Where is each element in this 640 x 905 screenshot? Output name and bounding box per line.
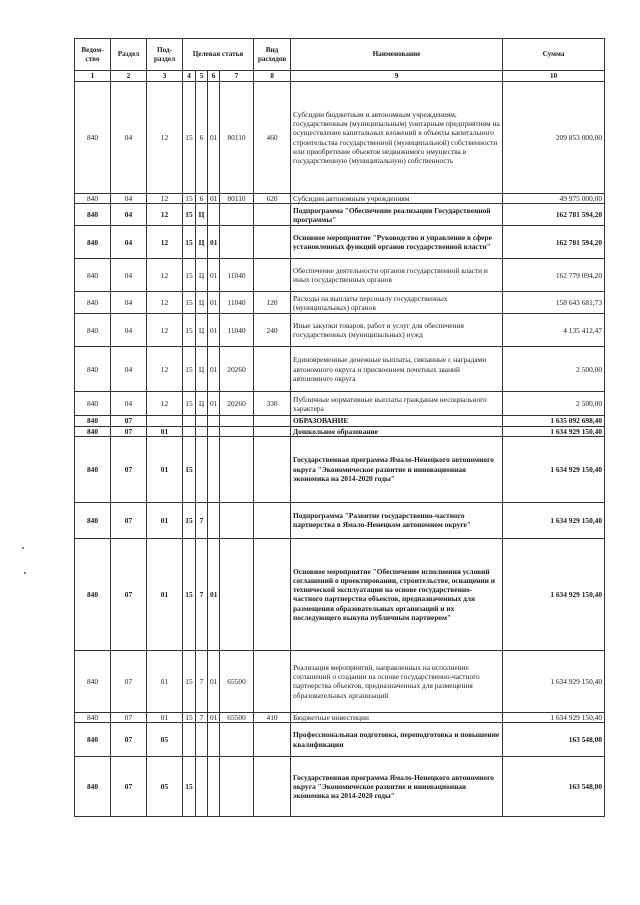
cell-summa: 1 634 929 150,40	[503, 436, 605, 502]
cell-podrazdel: 01	[147, 712, 183, 722]
cell-vedomstvo: 840	[75, 347, 111, 392]
cell-cs-subprogram: 7	[196, 538, 208, 650]
cell-vid-rashodov	[254, 650, 291, 712]
cell-podrazdel: 01	[147, 650, 183, 712]
cell-cs-event	[208, 436, 220, 502]
cell-cs-direction: 80110	[220, 82, 254, 194]
cell-cs-program: 15	[183, 502, 196, 538]
cell-naimenovanie: Иные закупки товаров, работ и услуг для обеспечения государственных (муниципальных) нужд	[291, 314, 503, 347]
cell-vedomstvo: 840	[75, 502, 111, 538]
cell-cs-direction: 11040	[220, 259, 254, 292]
cell-cs-direction: 80110	[220, 194, 254, 204]
cell-podrazdel: 01	[147, 436, 183, 502]
cell-cs-direction	[220, 757, 254, 817]
header-celevaya-statya: Целевая статья	[183, 39, 254, 71]
cell-vedomstvo: 840	[75, 650, 111, 712]
cell-cs-subprogram: Ц	[196, 226, 208, 259]
table-row	[75, 82, 605, 194]
cell-razdel: 07	[111, 757, 147, 817]
cell-podrazdel: 12	[147, 82, 183, 194]
cell-vedomstvo: 840	[75, 292, 111, 314]
cell-cs-subprogram	[196, 426, 208, 436]
table-row	[75, 757, 605, 817]
cell-vid-rashodov	[254, 226, 291, 259]
cell-cs-program: 15	[183, 347, 196, 392]
cell-cs-direction	[220, 436, 254, 502]
cell-cs-program: 15	[183, 82, 196, 194]
cell-cs-direction	[220, 226, 254, 259]
cell-cs-direction: 11040	[220, 314, 254, 347]
cell-vid-rashodov: 240	[254, 314, 291, 347]
cell-cs-event	[208, 204, 220, 226]
cell-razdel: 04	[111, 82, 147, 194]
cell-razdel: 04	[111, 259, 147, 292]
cell-cs-program	[183, 426, 196, 436]
cell-naimenovanie: Подпрограмма "Развитие государственно-частного партнерства в Ямало-Ненецком автономном округе"	[291, 502, 503, 538]
cell-vedomstvo: 840	[75, 436, 111, 502]
table-row	[75, 712, 605, 722]
cell-cs-event: 01	[208, 82, 220, 194]
cell-summa: 1 634 929 150,40	[503, 538, 605, 650]
table-row	[75, 416, 605, 426]
cell-cs-direction: 11040	[220, 292, 254, 314]
cell-cs-event: 01	[208, 538, 220, 650]
cell-cs-subprogram	[196, 416, 208, 426]
header-podrazdel: Под-раздел	[147, 39, 183, 71]
cell-razdel: 07	[111, 426, 147, 436]
table-row	[75, 194, 605, 204]
cell-podrazdel: 01	[147, 538, 183, 650]
cell-cs-program	[183, 416, 196, 426]
cell-vedomstvo: 840	[75, 226, 111, 259]
column-number: 2	[111, 71, 147, 82]
cell-razdel: 04	[111, 292, 147, 314]
header-vid-rashodov: Вид расходов	[254, 39, 291, 71]
column-number: 5	[196, 71, 208, 82]
cell-cs-program: 15	[183, 757, 196, 817]
cell-cs-direction: 65500	[220, 712, 254, 722]
cell-summa: 2 500,00	[503, 392, 605, 416]
cell-cs-direction: 20260	[220, 347, 254, 392]
column-number: 3	[147, 71, 183, 82]
cell-naimenovanie: Обеспечение деятельности органов государственной власти и иных государственных органов	[291, 259, 503, 292]
cell-naimenovanie: Публичные нормативные выплаты гражданам несоциального характера	[291, 392, 503, 416]
cell-summa: 163 548,00	[503, 723, 605, 757]
cell-razdel: 07	[111, 712, 147, 722]
cell-cs-program: 15	[183, 436, 196, 502]
cell-naimenovanie: Подпрограмма "Обеспечение реализации Государственной программы"	[291, 204, 503, 226]
cell-vid-rashodov	[254, 502, 291, 538]
cell-vid-rashodov	[254, 538, 291, 650]
cell-cs-program: 15	[183, 259, 196, 292]
cell-cs-subprogram: Ц	[196, 314, 208, 347]
table-row	[75, 259, 605, 292]
cell-vedomstvo: 840	[75, 204, 111, 226]
cell-summa: 1 634 929 150,40	[503, 712, 605, 722]
table-row	[75, 204, 605, 226]
cell-vid-rashodov: 410	[254, 712, 291, 722]
cell-summa: 1 635 092 698,40	[503, 416, 605, 426]
cell-vedomstvo: 840	[75, 426, 111, 436]
cell-razdel: 07	[111, 436, 147, 502]
cell-vid-rashodov	[254, 426, 291, 436]
cell-vedomstvo: 840	[75, 712, 111, 722]
cell-cs-subprogram: 6	[196, 194, 208, 204]
cell-cs-subprogram: Ц	[196, 204, 208, 226]
cell-naimenovanie: Субсидии автономным учреждениям	[291, 194, 503, 204]
cell-cs-event	[208, 416, 220, 426]
cell-cs-subprogram: 6	[196, 82, 208, 194]
cell-cs-event: 01	[208, 259, 220, 292]
header-naimenovanie: Наименование	[291, 39, 503, 71]
cell-naimenovanie: Единовременные денежные выплаты, связанные с наградами автономного округа и присвоением почетных званий автономного округа	[291, 347, 503, 392]
cell-summa: 162 779 094,20	[503, 259, 605, 292]
cell-razdel: 04	[111, 314, 147, 347]
table-row	[75, 226, 605, 259]
cell-razdel: 04	[111, 204, 147, 226]
cell-naimenovanie: Основное мероприятие "Обеспечение исполнения условий соглашений о проектировании, строительстве, оснащении и технической эксплуатации на основе государственно-частного партнерства объектов, предназначенных для размещения образовательных организаций и их последующего выкупа публичным партнером"	[291, 538, 503, 650]
cell-naimenovanie: Расходы на выплаты персоналу государственных (муниципальных) органов	[291, 292, 503, 314]
cell-cs-subprogram	[196, 723, 208, 757]
header-row	[75, 39, 605, 71]
cell-razdel: 04	[111, 226, 147, 259]
cell-podrazdel: 12	[147, 204, 183, 226]
cell-razdel: 07	[111, 650, 147, 712]
cell-podrazdel: 12	[147, 292, 183, 314]
cell-vedomstvo: 840	[75, 757, 111, 817]
cell-cs-program: 15	[183, 650, 196, 712]
cell-cs-program: 15	[183, 292, 196, 314]
cell-cs-event: 01	[208, 392, 220, 416]
cell-summa: 49 975 000,00	[503, 194, 605, 204]
cell-podrazdel: 05	[147, 757, 183, 817]
cell-cs-program: 15	[183, 314, 196, 347]
cell-cs-subprogram: Ц	[196, 347, 208, 392]
column-number: 9	[291, 71, 503, 82]
cell-vid-rashodov	[254, 416, 291, 426]
cell-podrazdel: 12	[147, 194, 183, 204]
table-row	[75, 502, 605, 538]
cell-cs-subprogram: 7	[196, 502, 208, 538]
column-number: 7	[220, 71, 254, 82]
cell-vid-rashodov	[254, 347, 291, 392]
cell-vedomstvo: 840	[75, 416, 111, 426]
cell-cs-program: 15	[183, 204, 196, 226]
column-number-row	[75, 71, 605, 82]
cell-podrazdel: 12	[147, 314, 183, 347]
cell-cs-direction: 65500	[220, 650, 254, 712]
cell-cs-program: 15	[183, 194, 196, 204]
cell-vid-rashodov	[254, 436, 291, 502]
table-row	[75, 314, 605, 347]
cell-vid-rashodov	[254, 757, 291, 817]
cell-cs-event	[208, 757, 220, 817]
cell-cs-direction: 20260	[220, 392, 254, 416]
scan-speck	[22, 547, 24, 549]
cell-summa: 163 548,00	[503, 757, 605, 817]
cell-cs-subprogram: Ц	[196, 392, 208, 416]
table-row	[75, 436, 605, 502]
cell-cs-subprogram: 7	[196, 650, 208, 712]
cell-summa: 158 643 681,73	[503, 292, 605, 314]
table-row	[75, 538, 605, 650]
cell-podrazdel: 12	[147, 392, 183, 416]
cell-vedomstvo: 840	[75, 723, 111, 757]
cell-vid-rashodov: 460	[254, 82, 291, 194]
table-row	[75, 723, 605, 757]
cell-cs-subprogram	[196, 436, 208, 502]
table-row	[75, 426, 605, 436]
scan-speck	[24, 572, 26, 574]
cell-vedomstvo: 840	[75, 314, 111, 347]
cell-cs-event	[208, 426, 220, 436]
table-row	[75, 650, 605, 712]
cell-cs-event: 01	[208, 347, 220, 392]
cell-cs-subprogram	[196, 757, 208, 817]
cell-vid-rashodov	[254, 204, 291, 226]
cell-summa: 162 781 594,20	[503, 204, 605, 226]
cell-summa: 162 781 594,20	[503, 226, 605, 259]
cell-naimenovanie: Государственная программа Ямало-Ненецкого автономного округа "Экономическое развитие и инновационная экономика на 2014-2020 годы"	[291, 436, 503, 502]
table-row	[75, 292, 605, 314]
cell-vedomstvo: 840	[75, 82, 111, 194]
cell-summa: 1 634 929 150,40	[503, 502, 605, 538]
cell-naimenovanie: Профессиональная подготовка, переподготовка и повышение квалификации	[291, 723, 503, 757]
table-body	[75, 82, 605, 817]
column-number: 4	[183, 71, 196, 82]
cell-cs-event: 01	[208, 650, 220, 712]
cell-cs-program: 15	[183, 392, 196, 416]
cell-cs-direction	[220, 723, 254, 757]
cell-naimenovanie: Бюджетные инвестиции	[291, 712, 503, 722]
cell-vedomstvo: 840	[75, 194, 111, 204]
column-number: 8	[254, 71, 291, 82]
cell-podrazdel: 01	[147, 502, 183, 538]
cell-naimenovanie: Дошкольное образование	[291, 426, 503, 436]
cell-cs-event: 01	[208, 712, 220, 722]
cell-naimenovanie: Основное мероприятие "Руководство и управление в сфере установленных функций органов государственной власти"	[291, 226, 503, 259]
cell-cs-event: 01	[208, 292, 220, 314]
cell-cs-subprogram: 7	[196, 712, 208, 722]
column-number: 10	[503, 71, 605, 82]
cell-razdel: 04	[111, 194, 147, 204]
cell-vid-rashodov: 330	[254, 392, 291, 416]
column-number: 6	[208, 71, 220, 82]
cell-cs-direction	[220, 426, 254, 436]
cell-vid-rashodov: 620	[254, 194, 291, 204]
cell-cs-event: 01	[208, 194, 220, 204]
cell-naimenovanie: ОБРАЗОВАНИЕ	[291, 416, 503, 426]
cell-summa: 1 634 929 150,40	[503, 650, 605, 712]
cell-podrazdel: 05	[147, 723, 183, 757]
budget-table	[74, 38, 605, 817]
cell-naimenovanie: Государственная программа Ямало-Ненецкого автономного округа "Экономическое развитие и инновационная экономика на 2014-2020 годы"	[291, 757, 503, 817]
cell-cs-program: 15	[183, 712, 196, 722]
cell-cs-event	[208, 723, 220, 757]
header-summa: Сумма	[503, 39, 605, 71]
cell-podrazdel	[147, 416, 183, 426]
cell-summa: 2 500,00	[503, 347, 605, 392]
column-number: 1	[75, 71, 111, 82]
table-row	[75, 392, 605, 416]
cell-vid-rashodov	[254, 723, 291, 757]
table-row	[75, 347, 605, 392]
cell-cs-event	[208, 502, 220, 538]
cell-naimenovanie: Реализация мероприятий, направленных на исполнение соглашений о создании на основе государственно-частного партнерства объектов, предназначенных для размещения образовательных организаций	[291, 650, 503, 712]
cell-cs-program: 15	[183, 538, 196, 650]
cell-razdel: 07	[111, 416, 147, 426]
cell-cs-direction	[220, 538, 254, 650]
cell-vedomstvo: 840	[75, 259, 111, 292]
cell-podrazdel: 12	[147, 226, 183, 259]
cell-summa: 209 853 000,00	[503, 82, 605, 194]
cell-vedomstvo: 840	[75, 538, 111, 650]
cell-summa: 4 135 412,47	[503, 314, 605, 347]
cell-cs-direction	[220, 416, 254, 426]
cell-razdel: 07	[111, 538, 147, 650]
cell-cs-subprogram: Ц	[196, 259, 208, 292]
cell-vid-rashodov	[254, 259, 291, 292]
cell-razdel: 04	[111, 392, 147, 416]
cell-cs-event: 01	[208, 314, 220, 347]
header-razdel: Раздел	[111, 39, 147, 71]
cell-vedomstvo: 840	[75, 392, 111, 416]
cell-vid-rashodov: 120	[254, 292, 291, 314]
cell-cs-event: 01	[208, 226, 220, 259]
cell-podrazdel: 12	[147, 347, 183, 392]
cell-podrazdel: 01	[147, 426, 183, 436]
cell-cs-subprogram: Ц	[196, 292, 208, 314]
cell-cs-program	[183, 723, 196, 757]
cell-podrazdel: 12	[147, 259, 183, 292]
cell-cs-program: 15	[183, 226, 196, 259]
cell-razdel: 07	[111, 502, 147, 538]
cell-cs-direction	[220, 204, 254, 226]
header-vedomstvo: Ведом-ство	[75, 39, 111, 71]
cell-summa: 1 634 929 150,40	[503, 426, 605, 436]
cell-razdel: 04	[111, 347, 147, 392]
cell-razdel: 07	[111, 723, 147, 757]
cell-cs-direction	[220, 502, 254, 538]
cell-naimenovanie: Субсидии бюджетным и автономным учреждениям, государственным (муниципальным) унитарным предприятиям на осуществление капитальных вложений в объекты капитального строительства государственной (муниципальной) собственности или приобретение объектов недвижимого имущества в государственную (муниципальную) собственность	[291, 82, 503, 194]
